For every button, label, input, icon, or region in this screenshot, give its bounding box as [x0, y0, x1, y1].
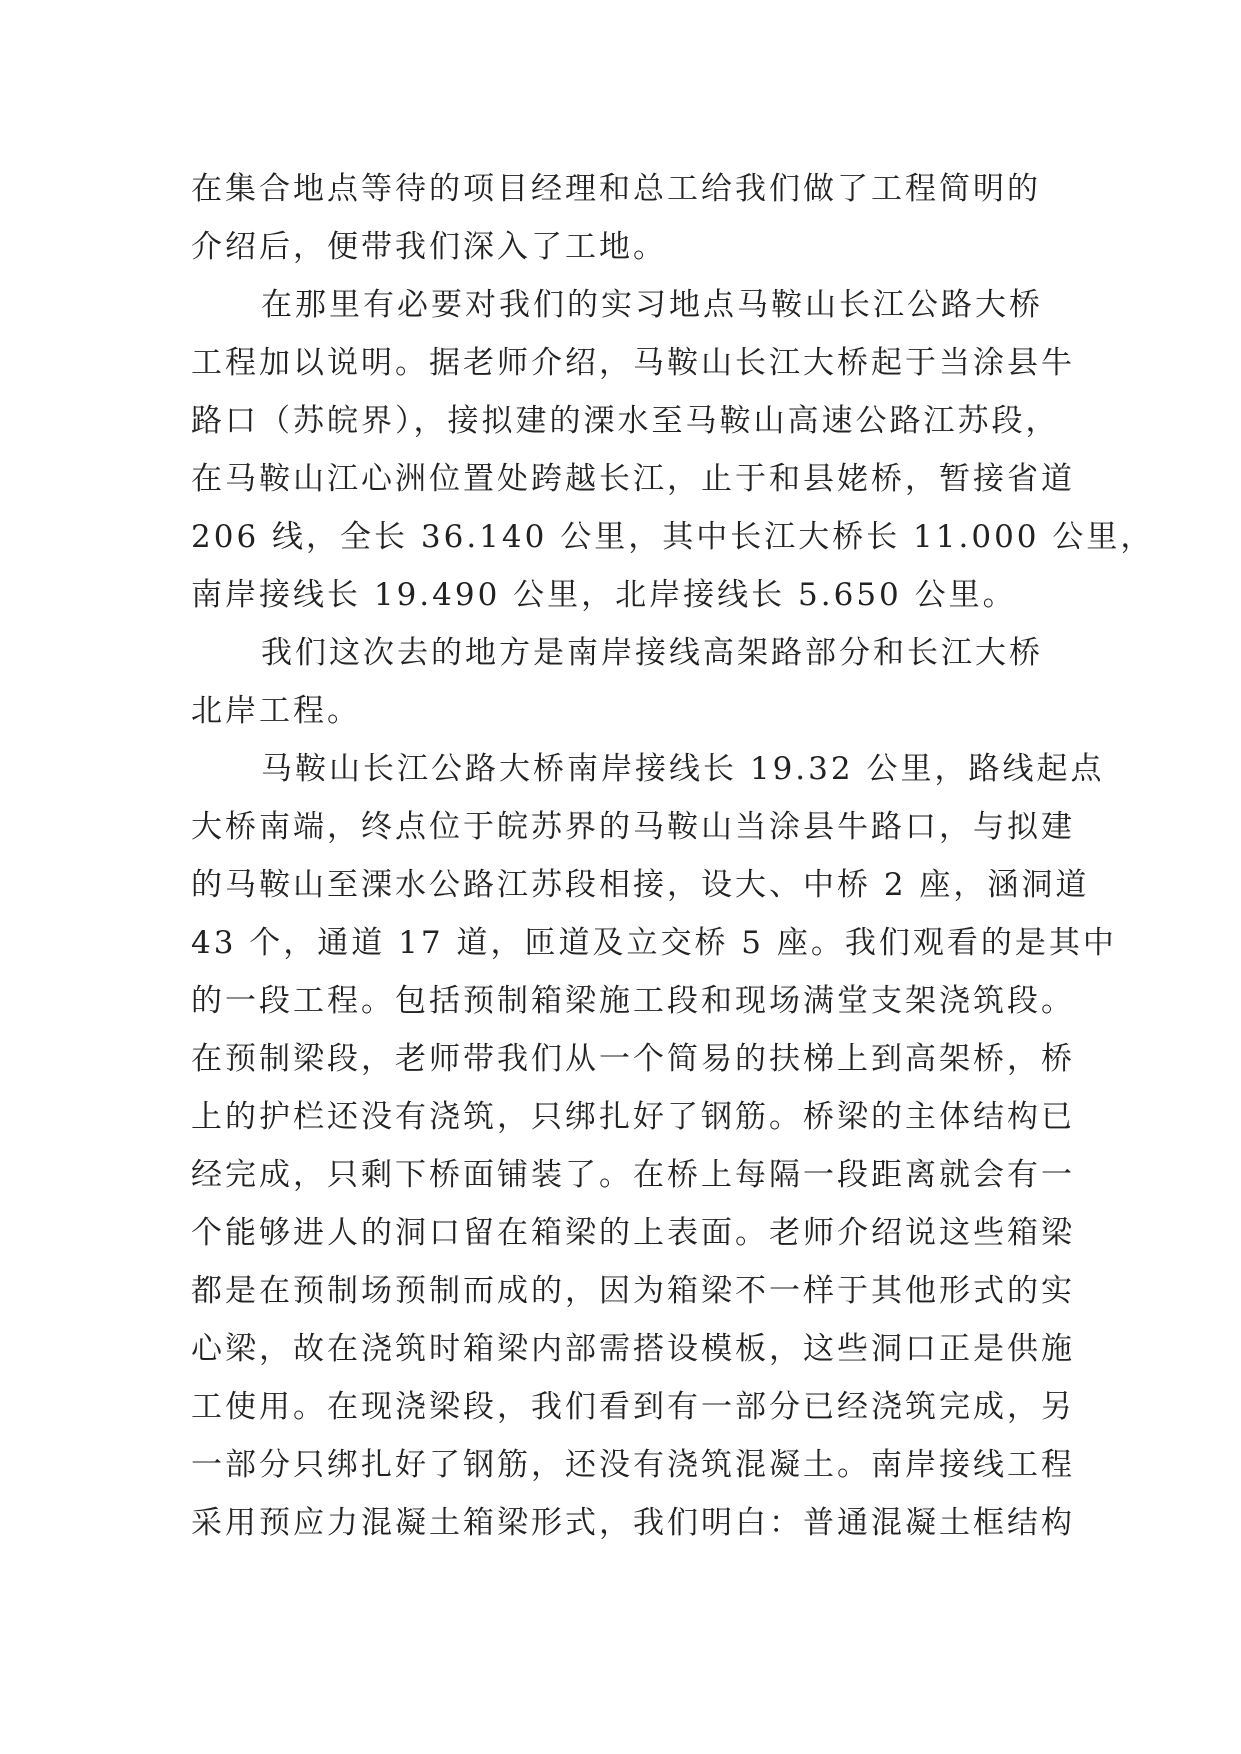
text-line: 经完成，只剩下桥面铺装了。在桥上每隔一段距离就会有一 [191, 1157, 1075, 1193]
text-line: 的马鞍山至溧水公路江苏段相接，设大、中桥 2 座，涵洞道 [191, 867, 1090, 903]
text-line: 北岸工程。 [191, 693, 361, 729]
text-line: 206 线，全长 36.140 公里，其中长江大桥长 11.000 公里， [191, 519, 1155, 555]
text-line: 南岸接线长 19.490 公里，北岸接线长 5.650 公里。 [191, 577, 1017, 613]
text-line: 上的护栏还没有浇筑，只绑扎好了钢筋。桥梁的主体结构已 [191, 1099, 1075, 1135]
text-line: 大桥南端，终点位于皖苏界的马鞍山当涂县牛路口，与拟建 [191, 809, 1075, 845]
text-line: 路口（苏皖界），接拟建的溧水至马鞍山高速公路江苏段， [191, 403, 1060, 439]
text-line: 43 个，通道 17 道，匝道及立交桥 5 座。我们观看的是其中 [191, 925, 1117, 961]
text-line: 一部分只绑扎好了钢筋，还没有浇筑混凝土。南岸接线工程 [191, 1447, 1075, 1483]
text-line: 工程加以说明。据老师介绍，马鞍山长江大桥起于当涂县牛 [191, 345, 1075, 381]
text-line: 采用预应力混凝土箱梁形式，我们明白：普通混凝土框结构 [191, 1505, 1075, 1541]
text-line: 马鞍山长江公路大桥南岸接线长 19.32 公里，路线起点 [261, 751, 1105, 787]
text-line: 工使用。在现浇梁段，我们看到有一部分已经浇筑完成，另 [191, 1389, 1075, 1425]
text-line: 在马鞍山江心洲位置处跨越长江，止于和县姥桥，暂接省道 [191, 461, 1075, 497]
text-line: 在那里有必要对我们的实习地点马鞍山长江公路大桥 [261, 287, 1043, 323]
text-line: 我们这次去的地方是南岸接线高架路部分和长江大桥 [261, 635, 1043, 671]
text-line: 个能够进人的洞口留在箱梁的上表面。老师介绍说这些箱梁 [191, 1215, 1075, 1251]
body-text [191, 160, 1155, 1552]
text-line: 心梁，故在浇筑时箱梁内部需搭设模板，这些洞口正是供施 [191, 1331, 1075, 1367]
text-line: 都是在预制场预制而成的，因为箱梁不一样于其他形式的实 [191, 1273, 1075, 1309]
text-line: 在集合地点等待的项目经理和总工给我们做了工程简明的 [191, 171, 1041, 207]
text-line: 在预制梁段，老师带我们从一个简易的扶梯上到高架桥，桥 [191, 1041, 1075, 1077]
text-line: 介绍后，便带我们深入了工地。 [191, 229, 667, 265]
text-line: 的一段工程。包括预制箱梁施工段和现场满堂支架浇筑段。 [191, 983, 1075, 1019]
